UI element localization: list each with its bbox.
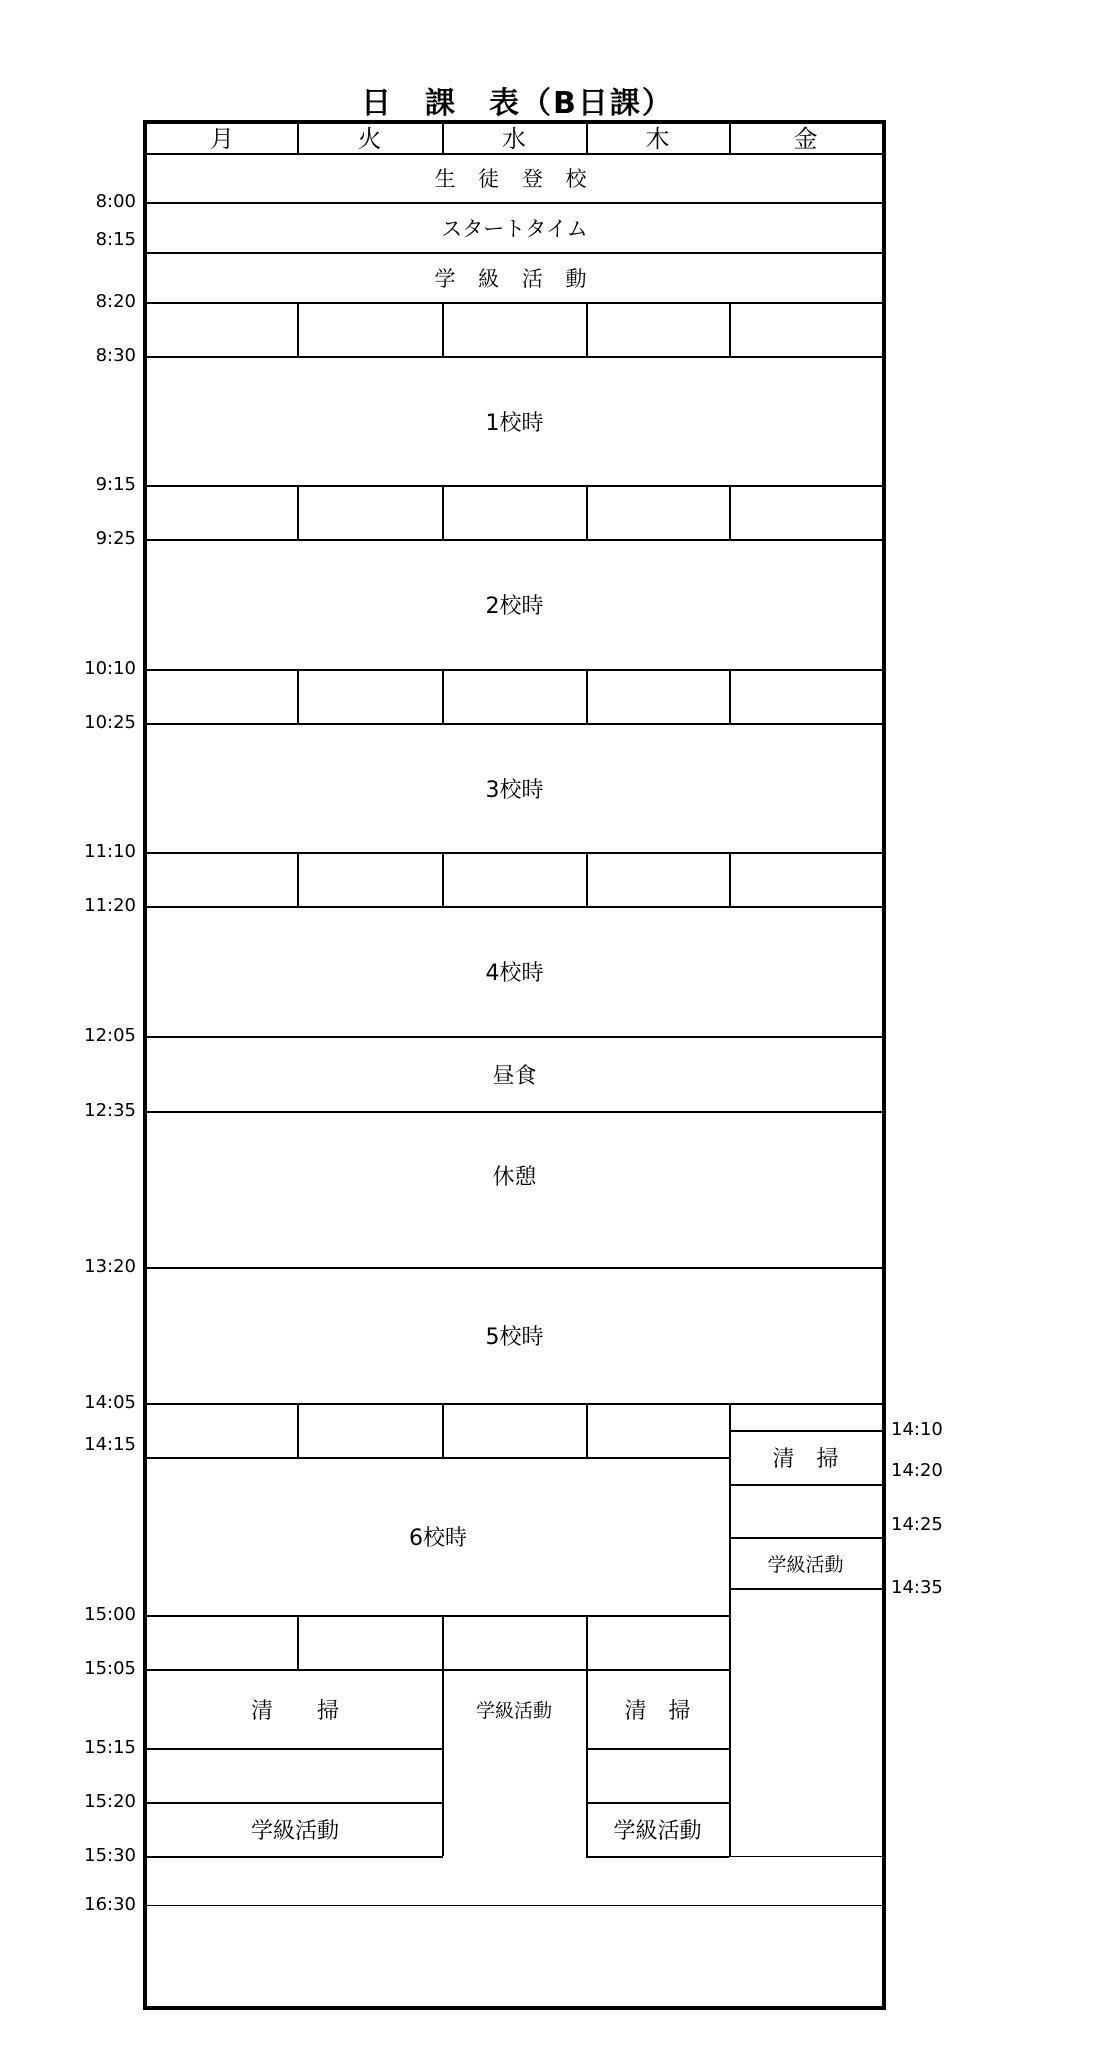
header-divider: [586, 124, 588, 154]
row-homeroom: 学 級 活 動: [434, 266, 595, 291]
row-period-5: 5校時: [485, 1325, 544, 1350]
col-divider: [297, 669, 299, 723]
time-label: 14:05: [84, 1392, 136, 1413]
day-header-wed: 水: [502, 125, 526, 153]
header-divider: [442, 124, 444, 154]
col-divider: [297, 485, 299, 539]
row-line-fri: [729, 1484, 882, 1486]
fri-class-activity: 学級活動: [767, 1553, 844, 1576]
row-line: [147, 485, 882, 487]
thu-class-activity: 学級活動: [613, 1819, 702, 1844]
row-start-time: スタートタイム: [441, 216, 588, 241]
time-label: 9:15: [95, 474, 136, 495]
row-period-3: 3校時: [485, 777, 544, 803]
time-label: 13:20: [84, 1256, 136, 1277]
time-label-right: 14:10: [891, 1419, 943, 1440]
col-divider: [442, 485, 444, 539]
time-label: 12:35: [84, 1100, 136, 1121]
row-period-1: 1校時: [485, 410, 544, 436]
time-label-right: 14:20: [891, 1460, 943, 1481]
row-line: [586, 1856, 729, 1858]
row-line: [586, 1748, 729, 1750]
time-label: 8:15: [95, 229, 136, 250]
col-divider: [586, 852, 588, 906]
time-label: 11:20: [84, 895, 136, 916]
col-divider: [442, 302, 444, 356]
row-rest-label: 休憩: [492, 1165, 537, 1190]
row-period-4: 4校時: [485, 961, 544, 986]
day-header-tue: 火: [357, 125, 382, 153]
header-divider: [297, 124, 299, 154]
col-divider: [442, 1403, 444, 1457]
time-label: 15:30: [84, 1845, 136, 1866]
col-divider: [442, 852, 444, 906]
mon-tue-cleaning: 清 掃: [250, 1698, 339, 1724]
time-label: 15:15: [84, 1737, 136, 1758]
header-divider: [729, 124, 731, 154]
time-label: 11:10: [84, 841, 136, 862]
col-divider: [729, 669, 731, 723]
col-divider: [729, 852, 731, 906]
day-header-thu: 木: [645, 125, 670, 153]
row-line-thin: [729, 1856, 882, 1857]
row-arrival: 生 徒 登 校: [434, 167, 595, 191]
time-label: 8:30: [95, 345, 136, 366]
row-lunch: 昼食: [492, 1063, 537, 1089]
row-period-6: 6校時: [409, 1526, 467, 1551]
row-line: [147, 669, 882, 671]
row-line-fri: [729, 1588, 882, 1590]
time-label: 10:25: [84, 712, 136, 733]
fri-cleaning: 清 掃: [772, 1447, 839, 1472]
col-divider: [586, 302, 588, 356]
col-divider: [297, 302, 299, 356]
row-rest: [147, 1112, 882, 1240]
time-label: 12:05: [84, 1025, 136, 1046]
col-divider: [586, 1403, 588, 1457]
row-line: [147, 302, 882, 304]
col-divider: [297, 1615, 299, 1669]
time-label: 16:30: [84, 1894, 136, 1915]
wed-class-activity: 学級活動: [475, 1699, 552, 1722]
row-line: [147, 1403, 882, 1405]
col-divider: [586, 669, 588, 723]
page-title: 日 課 表（B日課）: [361, 86, 674, 121]
col-divider: [729, 485, 731, 539]
row-period-2: 2校時: [485, 594, 544, 619]
time-label: 9:25: [95, 528, 136, 549]
row-line: [147, 1748, 443, 1750]
mon-tue-class-activity: 学級活動: [250, 1819, 339, 1844]
time-label: 15:00: [84, 1604, 136, 1625]
row-line: [147, 852, 882, 854]
row-line: [147, 1615, 729, 1617]
time-label-right: 14:25: [891, 1514, 943, 1535]
time-label: 14:15: [84, 1434, 136, 1455]
day-header-fri: 金: [793, 125, 818, 153]
row-line-thin: [147, 1905, 882, 1906]
thu-cleaning: 清 掃: [624, 1698, 691, 1724]
col-divider: [297, 1403, 299, 1457]
day-header-mon: 月: [210, 125, 234, 153]
time-label: 10:10: [84, 658, 136, 679]
time-label-right: 14:35: [891, 1577, 943, 1598]
col-divider: [729, 302, 731, 356]
row-line: [147, 1856, 443, 1858]
time-label: 15:20: [84, 1791, 136, 1812]
col-divider: [442, 669, 444, 723]
col-divider: [297, 852, 299, 906]
time-label: 8:00: [95, 191, 136, 212]
time-label: 8:20: [95, 291, 136, 312]
col-divider: [586, 485, 588, 539]
time-label: 15:05: [84, 1658, 136, 1679]
